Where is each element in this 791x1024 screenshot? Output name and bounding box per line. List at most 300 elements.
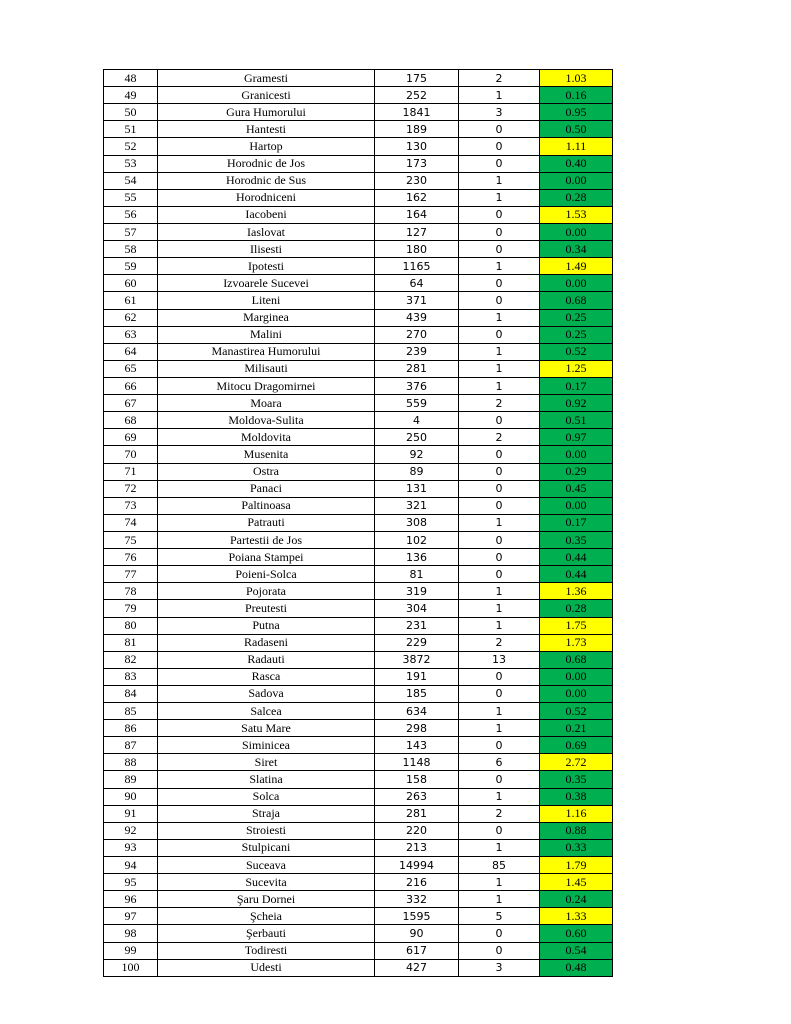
rate-cell: 0.17 <box>540 514 613 531</box>
locality-name-cell: Siminicea <box>158 737 375 754</box>
cases-cell: 85 <box>459 857 540 874</box>
locality-name-cell: Milisauti <box>158 360 375 377</box>
row-number-cell: 75 <box>104 531 158 548</box>
row-number-cell: 57 <box>104 223 158 240</box>
row-number-cell: 64 <box>104 343 158 360</box>
rate-cell: 0.45 <box>540 480 613 497</box>
locality-name-cell: Udesti <box>158 959 375 976</box>
cases-cell: 2 <box>459 634 540 651</box>
cases-cell: 2 <box>459 805 540 822</box>
locality-name-cell: Horodnic de Jos <box>158 155 375 172</box>
cases-cell: 0 <box>459 771 540 788</box>
rate-cell: 0.68 <box>540 292 613 309</box>
locality-name-cell: Gramesti <box>158 70 375 87</box>
row-number-cell: 82 <box>104 651 158 668</box>
row-number-cell: 88 <box>104 754 158 771</box>
table-row <box>104 566 613 583</box>
locality-name-cell: Mitocu Dragomirnei <box>158 377 375 394</box>
locality-name-cell: Horodnic de Sus <box>158 172 375 189</box>
population-cell: 164 <box>375 206 459 223</box>
population-cell: 319 <box>375 583 459 600</box>
locality-name-cell: Malini <box>158 326 375 343</box>
row-number-cell: 58 <box>104 241 158 258</box>
locality-name-cell: Poieni-Solca <box>158 566 375 583</box>
table-row <box>104 959 613 976</box>
rate-cell: 0.88 <box>540 822 613 839</box>
locality-name-cell: Paltinoasa <box>158 497 375 514</box>
rate-cell: 0.68 <box>540 651 613 668</box>
cases-cell: 0 <box>459 326 540 343</box>
locality-name-cell: Moldovita <box>158 429 375 446</box>
row-number-cell: 97 <box>104 908 158 925</box>
locality-name-cell: Suceava <box>158 857 375 874</box>
locality-name-cell: Moara <box>158 395 375 412</box>
row-number-cell: 80 <box>104 617 158 634</box>
cases-cell: 0 <box>459 668 540 685</box>
table-row <box>104 429 613 446</box>
cases-cell: 1 <box>459 87 540 104</box>
table-row <box>104 189 613 206</box>
population-cell: 162 <box>375 189 459 206</box>
population-cell: 64 <box>375 275 459 292</box>
table-row <box>104 70 613 87</box>
population-cell: 281 <box>375 805 459 822</box>
locality-name-cell: Radaseni <box>158 634 375 651</box>
population-cell: 175 <box>375 70 459 87</box>
rate-cell: 1.75 <box>540 617 613 634</box>
locality-name-cell: Slatina <box>158 771 375 788</box>
locality-name-cell: Şaru Dornei <box>158 891 375 908</box>
rate-cell: 0.29 <box>540 463 613 480</box>
table-row <box>104 925 613 942</box>
table-row <box>104 908 613 925</box>
row-number-cell: 90 <box>104 788 158 805</box>
table-row <box>104 634 613 651</box>
locality-name-cell: Manastirea Humorului <box>158 343 375 360</box>
rate-cell: 0.52 <box>540 703 613 720</box>
locality-name-cell: Partestii de Jos <box>158 531 375 548</box>
rate-cell: 0.16 <box>540 87 613 104</box>
row-number-cell: 73 <box>104 497 158 514</box>
table-row <box>104 600 613 617</box>
rate-cell: 1.11 <box>540 138 613 155</box>
cases-cell: 1 <box>459 617 540 634</box>
locality-name-cell: Preutesti <box>158 600 375 617</box>
table-row <box>104 874 613 891</box>
row-number-cell: 78 <box>104 583 158 600</box>
locality-name-cell: Todiresti <box>158 942 375 959</box>
table-row <box>104 104 613 121</box>
table-row <box>104 463 613 480</box>
rate-cell: 0.21 <box>540 720 613 737</box>
table-row <box>104 942 613 959</box>
table-row <box>104 514 613 531</box>
rate-cell: 1.16 <box>540 805 613 822</box>
rate-cell: 0.50 <box>540 121 613 138</box>
locality-name-cell: Moldova-Sulita <box>158 412 375 429</box>
cases-cell: 0 <box>459 206 540 223</box>
rate-cell: 2.72 <box>540 754 613 771</box>
population-cell: 191 <box>375 668 459 685</box>
cases-cell: 3 <box>459 959 540 976</box>
cases-cell: 0 <box>459 685 540 702</box>
rate-cell: 0.40 <box>540 155 613 172</box>
table-row <box>104 685 613 702</box>
population-cell: 90 <box>375 925 459 942</box>
cases-cell: 0 <box>459 155 540 172</box>
population-cell: 1595 <box>375 908 459 925</box>
locality-name-cell: Salcea <box>158 703 375 720</box>
population-cell: 321 <box>375 497 459 514</box>
population-cell: 263 <box>375 788 459 805</box>
population-cell: 158 <box>375 771 459 788</box>
rate-cell: 0.00 <box>540 172 613 189</box>
rate-cell: 1.45 <box>540 874 613 891</box>
population-cell: 173 <box>375 155 459 172</box>
cases-cell: 1 <box>459 377 540 394</box>
rate-cell: 0.00 <box>540 223 613 240</box>
cases-cell: 0 <box>459 275 540 292</box>
cases-cell: 0 <box>459 737 540 754</box>
table-row <box>104 412 613 429</box>
row-number-cell: 54 <box>104 172 158 189</box>
table-row <box>104 497 613 514</box>
population-cell: 250 <box>375 429 459 446</box>
row-number-cell: 76 <box>104 549 158 566</box>
row-number-cell: 63 <box>104 326 158 343</box>
rate-cell: 1.79 <box>540 857 613 874</box>
rate-cell: 1.25 <box>540 360 613 377</box>
rate-cell: 0.00 <box>540 275 613 292</box>
cases-cell: 0 <box>459 138 540 155</box>
population-cell: 376 <box>375 377 459 394</box>
rate-cell: 0.34 <box>540 241 613 258</box>
table-row <box>104 87 613 104</box>
locality-name-cell: Granicesti <box>158 87 375 104</box>
row-number-cell: 53 <box>104 155 158 172</box>
cases-cell: 0 <box>459 531 540 548</box>
row-number-cell: 77 <box>104 566 158 583</box>
locality-name-cell: Straja <box>158 805 375 822</box>
cases-cell: 1 <box>459 874 540 891</box>
locality-name-cell: Iaslovat <box>158 223 375 240</box>
cases-cell: 0 <box>459 925 540 942</box>
population-cell: 298 <box>375 720 459 737</box>
locality-name-cell: Musenita <box>158 446 375 463</box>
cases-cell: 1 <box>459 720 540 737</box>
table-row <box>104 206 613 223</box>
row-number-cell: 70 <box>104 446 158 463</box>
table-row <box>104 617 613 634</box>
table-row <box>104 326 613 343</box>
rate-cell: 0.00 <box>540 668 613 685</box>
rate-cell: 0.48 <box>540 959 613 976</box>
cases-cell: 6 <box>459 754 540 771</box>
row-number-cell: 48 <box>104 70 158 87</box>
row-number-cell: 87 <box>104 737 158 754</box>
cases-cell: 1 <box>459 891 540 908</box>
row-number-cell: 55 <box>104 189 158 206</box>
cases-cell: 5 <box>459 908 540 925</box>
rate-cell: 0.33 <box>540 839 613 856</box>
cases-cell: 0 <box>459 822 540 839</box>
locality-name-cell: Şcheia <box>158 908 375 925</box>
row-number-cell: 89 <box>104 771 158 788</box>
row-number-cell: 61 <box>104 292 158 309</box>
row-number-cell: 84 <box>104 685 158 702</box>
rate-cell: 0.00 <box>540 446 613 463</box>
rate-cell: 1.33 <box>540 908 613 925</box>
cases-cell: 0 <box>459 497 540 514</box>
population-cell: 131 <box>375 480 459 497</box>
rate-cell: 1.36 <box>540 583 613 600</box>
population-cell: 189 <box>375 121 459 138</box>
population-cell: 81 <box>375 566 459 583</box>
table-row <box>104 480 613 497</box>
cases-cell: 0 <box>459 480 540 497</box>
rate-cell: 0.97 <box>540 429 613 446</box>
row-number-cell: 62 <box>104 309 158 326</box>
cases-cell: 0 <box>459 549 540 566</box>
row-number-cell: 96 <box>104 891 158 908</box>
table-row <box>104 891 613 908</box>
locality-name-cell: Ipotesti <box>158 258 375 275</box>
cases-cell: 0 <box>459 223 540 240</box>
locality-name-cell: Ostra <box>158 463 375 480</box>
table-row <box>104 343 613 360</box>
population-cell: 92 <box>375 446 459 463</box>
rate-cell: 1.53 <box>540 206 613 223</box>
locality-name-cell: Solca <box>158 788 375 805</box>
table-row <box>104 737 613 754</box>
population-cell: 559 <box>375 395 459 412</box>
population-cell: 127 <box>375 223 459 240</box>
population-cell: 136 <box>375 549 459 566</box>
population-cell: 617 <box>375 942 459 959</box>
table-row <box>104 651 613 668</box>
rate-cell: 0.28 <box>540 600 613 617</box>
population-cell: 281 <box>375 360 459 377</box>
locality-name-cell: Şerbauti <box>158 925 375 942</box>
rate-cell: 0.24 <box>540 891 613 908</box>
population-cell: 634 <box>375 703 459 720</box>
cases-cell: 1 <box>459 258 540 275</box>
rate-cell: 0.69 <box>540 737 613 754</box>
population-cell: 1841 <box>375 104 459 121</box>
row-number-cell: 79 <box>104 600 158 617</box>
row-number-cell: 100 <box>104 959 158 976</box>
population-cell: 4 <box>375 412 459 429</box>
row-number-cell: 50 <box>104 104 158 121</box>
locality-name-cell: Sucevita <box>158 874 375 891</box>
row-number-cell: 98 <box>104 925 158 942</box>
rate-cell: 0.17 <box>540 377 613 394</box>
row-number-cell: 74 <box>104 514 158 531</box>
row-number-cell: 52 <box>104 138 158 155</box>
cases-cell: 2 <box>459 429 540 446</box>
row-number-cell: 93 <box>104 839 158 856</box>
population-cell: 229 <box>375 634 459 651</box>
locality-name-cell: Horodniceni <box>158 189 375 206</box>
cases-cell: 1 <box>459 788 540 805</box>
locality-name-cell: Patrauti <box>158 514 375 531</box>
row-number-cell: 94 <box>104 857 158 874</box>
locality-name-cell: Rasca <box>158 668 375 685</box>
table-row <box>104 395 613 412</box>
row-number-cell: 59 <box>104 258 158 275</box>
population-cell: 14994 <box>375 857 459 874</box>
cases-cell: 1 <box>459 839 540 856</box>
rate-cell: 0.00 <box>540 685 613 702</box>
population-cell: 143 <box>375 737 459 754</box>
cases-cell: 1 <box>459 600 540 617</box>
rate-cell: 1.73 <box>540 634 613 651</box>
population-cell: 427 <box>375 959 459 976</box>
locality-name-cell: Gura Humorului <box>158 104 375 121</box>
table-row <box>104 857 613 874</box>
rate-cell: 0.38 <box>540 788 613 805</box>
cases-cell: 0 <box>459 446 540 463</box>
locality-name-cell: Hartop <box>158 138 375 155</box>
row-number-cell: 49 <box>104 87 158 104</box>
locality-name-cell: Ilisesti <box>158 241 375 258</box>
table-row <box>104 754 613 771</box>
population-cell: 1165 <box>375 258 459 275</box>
cases-cell: 2 <box>459 395 540 412</box>
table-row <box>104 309 613 326</box>
population-cell: 231 <box>375 617 459 634</box>
table-row <box>104 446 613 463</box>
locality-name-cell: Poiana Stampei <box>158 549 375 566</box>
cases-cell: 1 <box>459 172 540 189</box>
cases-cell: 1 <box>459 360 540 377</box>
locality-name-cell: Izvoarele Sucevei <box>158 275 375 292</box>
table-row <box>104 822 613 839</box>
population-cell: 304 <box>375 600 459 617</box>
row-number-cell: 51 <box>104 121 158 138</box>
table-row <box>104 223 613 240</box>
cases-cell: 1 <box>459 514 540 531</box>
table-row <box>104 549 613 566</box>
locality-name-cell: Sadova <box>158 685 375 702</box>
rate-cell: 0.28 <box>540 189 613 206</box>
locality-name-cell: Stroiesti <box>158 822 375 839</box>
locality-name-cell: Pojorata <box>158 583 375 600</box>
row-number-cell: 86 <box>104 720 158 737</box>
row-number-cell: 67 <box>104 395 158 412</box>
table-row <box>104 360 613 377</box>
cases-cell: 13 <box>459 651 540 668</box>
data-table <box>103 69 613 977</box>
rate-cell: 1.03 <box>540 70 613 87</box>
population-cell: 308 <box>375 514 459 531</box>
cases-cell: 0 <box>459 463 540 480</box>
locality-name-cell: Stulpicani <box>158 839 375 856</box>
cases-cell: 1 <box>459 309 540 326</box>
row-number-cell: 60 <box>104 275 158 292</box>
table-row <box>104 138 613 155</box>
row-number-cell: 69 <box>104 429 158 446</box>
population-cell: 185 <box>375 685 459 702</box>
rate-cell: 0.44 <box>540 566 613 583</box>
cases-cell: 2 <box>459 70 540 87</box>
table-row <box>104 805 613 822</box>
population-cell: 270 <box>375 326 459 343</box>
row-number-cell: 66 <box>104 377 158 394</box>
cases-cell: 0 <box>459 292 540 309</box>
table-row <box>104 172 613 189</box>
cases-cell: 1 <box>459 343 540 360</box>
table-row <box>104 703 613 720</box>
table-row <box>104 258 613 275</box>
table-row <box>104 292 613 309</box>
table-row <box>104 241 613 258</box>
row-number-cell: 83 <box>104 668 158 685</box>
locality-name-cell: Marginea <box>158 309 375 326</box>
row-number-cell: 71 <box>104 463 158 480</box>
population-cell: 102 <box>375 531 459 548</box>
row-number-cell: 65 <box>104 360 158 377</box>
population-cell: 216 <box>375 874 459 891</box>
population-cell: 371 <box>375 292 459 309</box>
cases-cell: 0 <box>459 942 540 959</box>
rate-cell: 0.95 <box>540 104 613 121</box>
row-number-cell: 72 <box>104 480 158 497</box>
rate-cell: 0.35 <box>540 771 613 788</box>
population-cell: 239 <box>375 343 459 360</box>
locality-name-cell: Panaci <box>158 480 375 497</box>
population-cell: 220 <box>375 822 459 839</box>
locality-name-cell: Radauti <box>158 651 375 668</box>
rate-cell: 0.60 <box>540 925 613 942</box>
row-number-cell: 92 <box>104 822 158 839</box>
table-row <box>104 155 613 172</box>
rate-cell: 1.49 <box>540 258 613 275</box>
table-row <box>104 583 613 600</box>
row-number-cell: 85 <box>104 703 158 720</box>
population-cell: 230 <box>375 172 459 189</box>
row-number-cell: 81 <box>104 634 158 651</box>
locality-name-cell: Putna <box>158 617 375 634</box>
cases-cell: 1 <box>459 583 540 600</box>
rate-cell: 0.00 <box>540 497 613 514</box>
row-number-cell: 56 <box>104 206 158 223</box>
cases-cell: 0 <box>459 121 540 138</box>
rate-cell: 0.51 <box>540 412 613 429</box>
population-cell: 332 <box>375 891 459 908</box>
locality-name-cell: Satu Mare <box>158 720 375 737</box>
cases-cell: 0 <box>459 566 540 583</box>
population-cell: 130 <box>375 138 459 155</box>
table-row <box>104 668 613 685</box>
population-cell: 3872 <box>375 651 459 668</box>
row-number-cell: 95 <box>104 874 158 891</box>
table-row <box>104 121 613 138</box>
population-cell: 1148 <box>375 754 459 771</box>
rate-cell: 0.52 <box>540 343 613 360</box>
table-row <box>104 720 613 737</box>
row-number-cell: 68 <box>104 412 158 429</box>
population-cell: 439 <box>375 309 459 326</box>
locality-name-cell: Iacobeni <box>158 206 375 223</box>
table-row <box>104 275 613 292</box>
row-number-cell: 91 <box>104 805 158 822</box>
table-row <box>104 531 613 548</box>
population-cell: 213 <box>375 839 459 856</box>
rate-cell: 0.25 <box>540 309 613 326</box>
cases-cell: 0 <box>459 241 540 258</box>
locality-name-cell: Liteni <box>158 292 375 309</box>
